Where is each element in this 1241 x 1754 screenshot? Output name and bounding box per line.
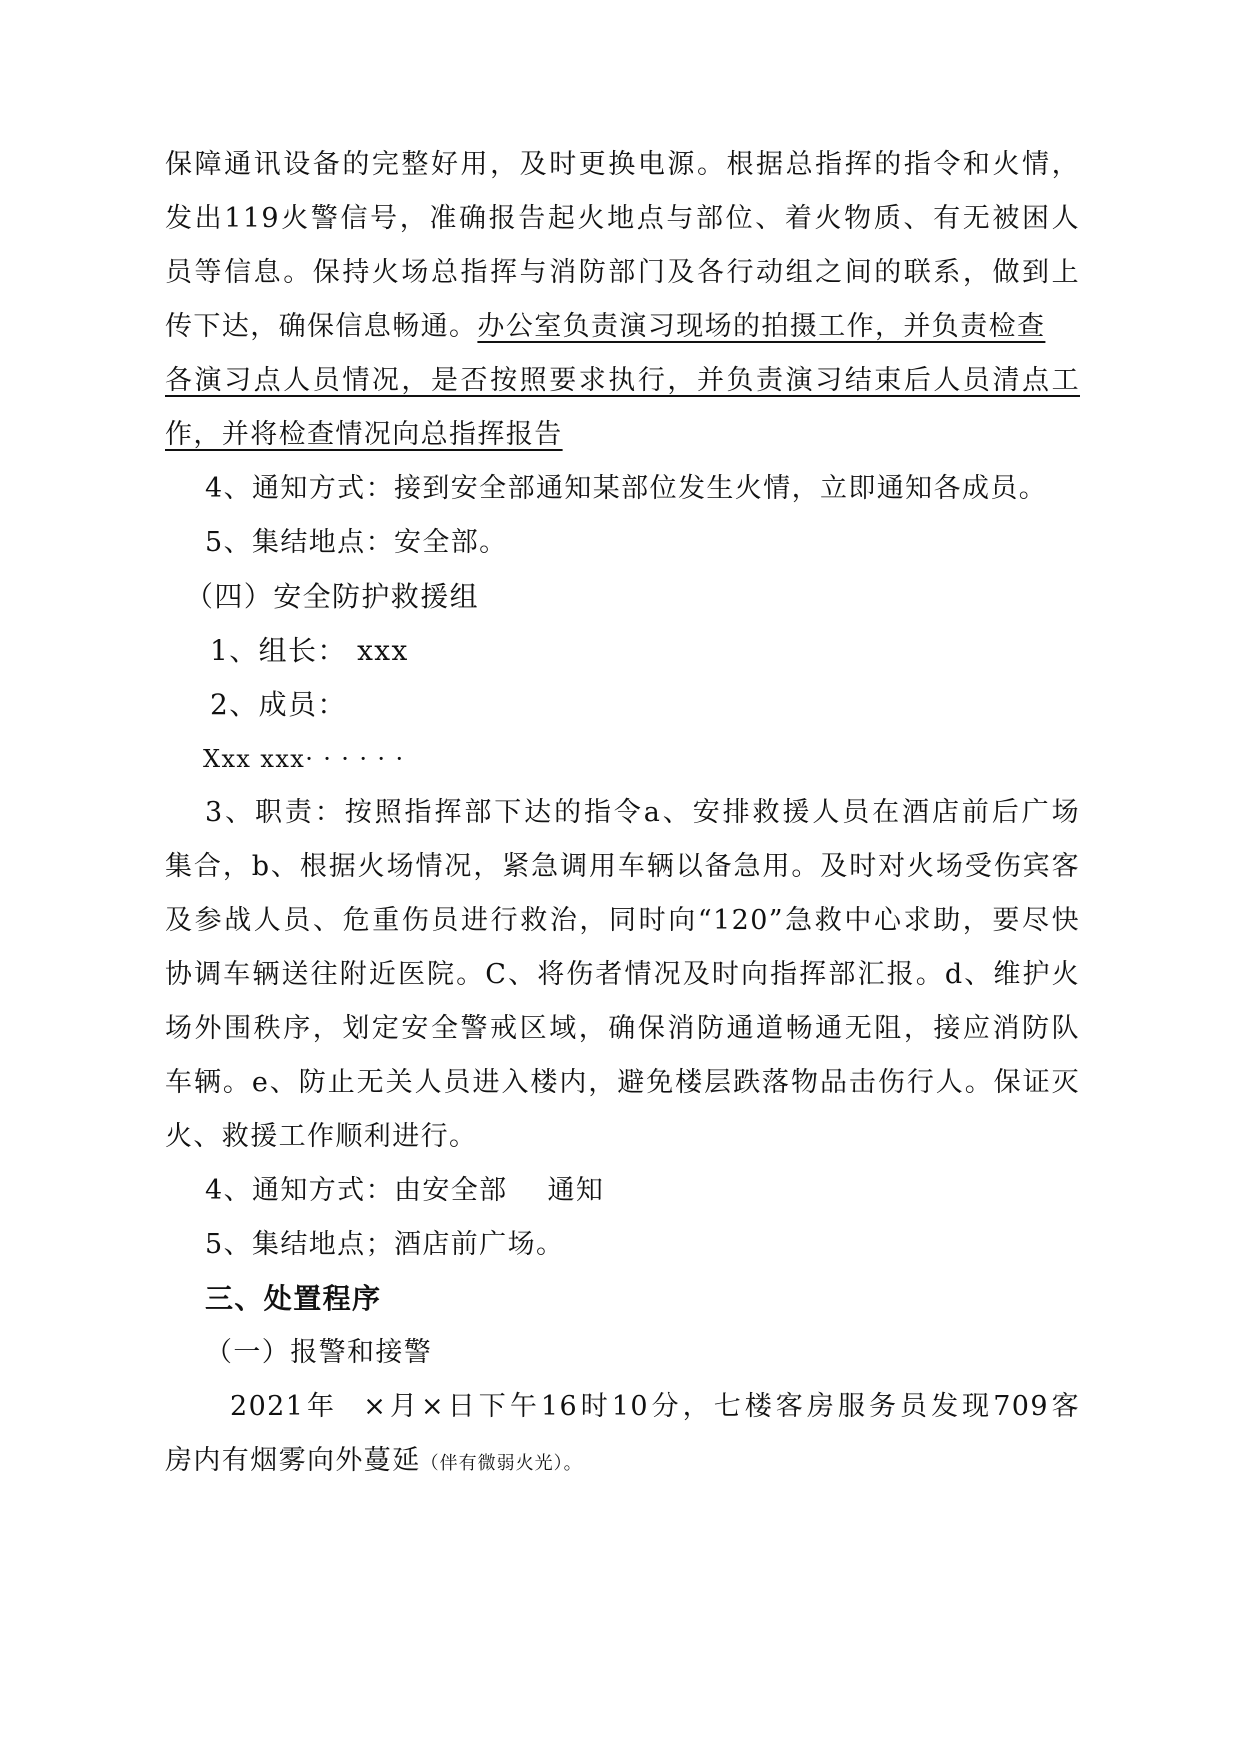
small-note: （伴有微弱火光）。 xyxy=(420,1453,583,1474)
paragraph-line: 员等信息。保持火场总指挥与消防部门及各行动组之间的联系，做到上 xyxy=(165,257,1080,288)
paragraph-line: 场外围秩序，划定安全警戒区域，确保消防通道畅通无阻，接应消防队 xyxy=(165,1013,1080,1044)
plain-text: 房内有烟雾向外蔓延 xyxy=(165,1445,421,1476)
paragraph-line: 保障通讯设备的完整好用，及时更换电源。根据总指挥的指令和火情， xyxy=(165,149,1080,180)
subsection-heading: （一）报警和接警 xyxy=(205,1337,433,1368)
members-list: Xxx xxx· · · · · · xyxy=(203,745,405,773)
paragraph-line xyxy=(165,310,1080,344)
paragraph-line: 车辆。e、防止无关人员进入楼内，避免楼层跌落物品击伤行人。保证灭 xyxy=(165,1067,1080,1098)
paragraph-line: 火、救援工作顺利进行。 xyxy=(165,1121,478,1152)
assembly-point-line: 5、集结地点；酒店前广场。 xyxy=(205,1229,565,1260)
paragraph-line: 2021年 ×月×日下午16时10分，七楼客房服务员发现709客 xyxy=(230,1391,1080,1422)
section-heading: （四）安全防护救援组 xyxy=(185,580,480,613)
members-label: 2、成员： xyxy=(210,688,347,721)
underlined-line: 作，并将检查情况向总指挥报告 xyxy=(165,419,563,450)
paragraph-line: 发出119火警信号，准确报告起火地点与部位、着火物质、有无被困人 xyxy=(165,203,1080,234)
paragraph-line xyxy=(165,1444,583,1481)
paragraph-line: 及参战人员、危重伤员进行救治，同时向“120”急救中心求助，要尽快 xyxy=(165,905,1080,936)
paragraph-line: 集合，b、根据火场情况，紧急调用车辆以备急用。及时对火场受伤宾客 xyxy=(165,851,1080,882)
assembly-point-line: 5、集结地点：安全部。 xyxy=(205,527,508,558)
underlined-text: 办公室负责演习现场的拍摄工作，并负责检查 xyxy=(477,311,1046,342)
underlined-line: 各演习点人员情况，是否按照要求执行，并负责演习结束后人员清点工 xyxy=(165,365,1080,396)
notify-method-line: 4、通知方式：由安全部 通知 xyxy=(205,1175,605,1206)
paragraph-line: 协调车辆送往附近医院。C、将伤者情况及时向指挥部汇报。d、维护火 xyxy=(165,959,1080,990)
leader-line: 1、组长： xxx xyxy=(210,634,409,667)
notify-method-line: 4、通知方式：接到安全部通知某部位发生火情，立即通知各成员。 xyxy=(205,473,1048,504)
chapter-heading: 三、处置程序 xyxy=(205,1282,382,1315)
paragraph-line: 3、职责：按照指挥部下达的指令a、安排救援人员在酒店前后广场 xyxy=(205,797,1080,828)
plain-text: 传下达，确保信息畅通。 xyxy=(165,311,478,342)
